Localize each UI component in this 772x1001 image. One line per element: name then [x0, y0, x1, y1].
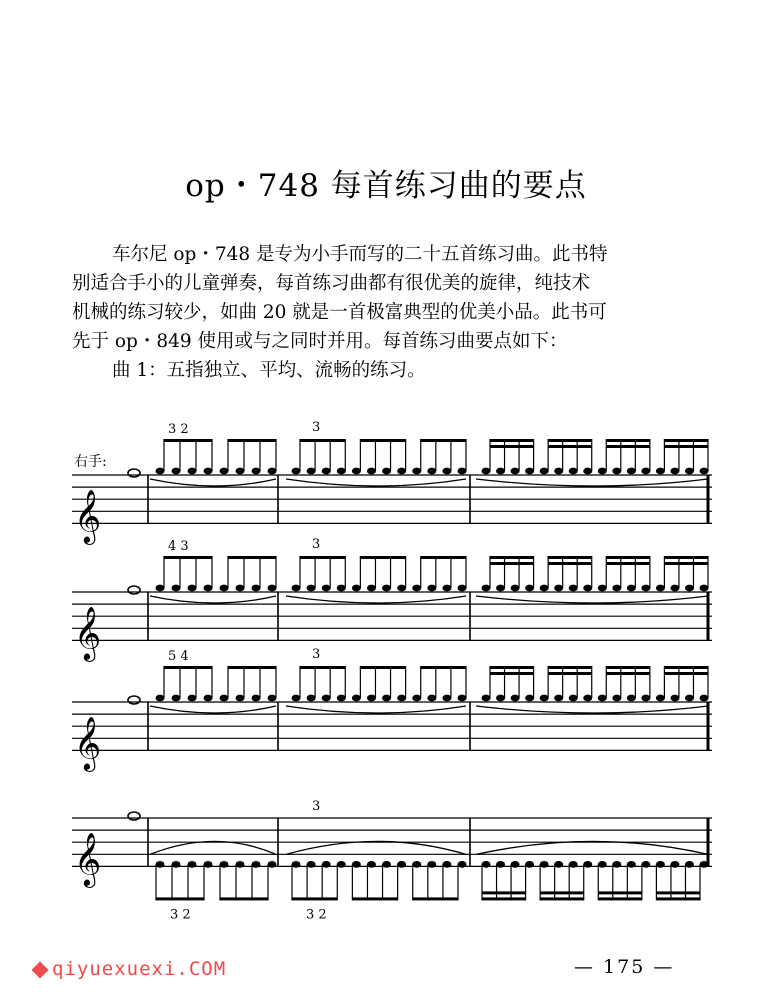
- note-head: [322, 861, 331, 868]
- note-beam: [421, 556, 466, 559]
- note-head: [612, 695, 621, 702]
- intro-paragraph: [72, 240, 692, 385]
- note-head: [268, 861, 277, 868]
- note-beam: [606, 445, 650, 448]
- note-head: [569, 585, 578, 592]
- fingering-number: 3 2: [306, 907, 327, 920]
- slur: [286, 706, 466, 713]
- note-beam: [220, 897, 268, 900]
- note-head: [322, 585, 331, 592]
- note-head: [307, 585, 316, 592]
- note-head: [511, 468, 520, 475]
- note-beam: [352, 897, 397, 900]
- note-head: [156, 695, 165, 702]
- note-head: [367, 585, 376, 592]
- note-head: [382, 861, 391, 868]
- note-head: [569, 468, 578, 475]
- note-head: [442, 468, 451, 475]
- note-head: [268, 695, 277, 702]
- fingering-number: 3 2: [170, 907, 191, 920]
- note-head: [172, 861, 181, 868]
- note-head: [427, 861, 436, 868]
- note-beam: [606, 562, 650, 565]
- note-head: [292, 695, 301, 702]
- note-beam: [490, 439, 534, 442]
- note-head: [525, 468, 534, 475]
- note-head: [525, 861, 534, 868]
- note-head: [188, 695, 197, 702]
- note-head: [554, 695, 563, 702]
- note-head: [268, 468, 277, 475]
- note-head: [292, 468, 301, 475]
- treble-clef-icon: 𝄞: [74, 831, 102, 886]
- note-head: [511, 861, 520, 868]
- note-head: [382, 695, 391, 702]
- note-head: [236, 695, 245, 702]
- note-head: [352, 468, 361, 475]
- note-beam: [360, 666, 405, 669]
- note-head: [352, 695, 361, 702]
- note-head: [525, 585, 534, 592]
- note-head: [292, 585, 301, 592]
- note-head: [268, 585, 277, 592]
- note-beam: [664, 445, 708, 448]
- note-head: [641, 861, 650, 868]
- note-beam: [300, 439, 345, 442]
- note-head: [482, 468, 491, 475]
- note-head: [337, 695, 346, 702]
- note-beam: [664, 556, 708, 559]
- music-score: [0, 420, 772, 920]
- note-head: [156, 468, 165, 475]
- note-head: [627, 468, 636, 475]
- note-head: [412, 695, 421, 702]
- note-head: [627, 861, 636, 868]
- note-beam: [664, 666, 708, 669]
- right-hand-label: 右手:: [74, 454, 107, 470]
- note-beam: [490, 672, 534, 675]
- note-head: [322, 468, 331, 475]
- note-head: [337, 861, 346, 868]
- note-head: [670, 585, 679, 592]
- paragraph-line: 先于 op・849 使用或与之同时并用。每首练习曲要点如下：: [72, 331, 568, 352]
- note-head: [598, 585, 607, 592]
- treble-clef-icon: 𝄞: [74, 605, 102, 660]
- triplet-mark: 3: [312, 647, 321, 662]
- note-head: [427, 468, 436, 475]
- note-beam: [490, 666, 534, 669]
- note-head: [685, 861, 694, 868]
- note-head: [337, 468, 346, 475]
- note-head: [204, 861, 213, 868]
- paragraph-line: 别适合手小的儿童弹奏，每首练习曲都有很优美的旋律，纯技术: [72, 273, 591, 294]
- note-head: [583, 695, 592, 702]
- note-head: [427, 695, 436, 702]
- note-beam: [656, 891, 700, 894]
- note-head: [442, 861, 451, 868]
- note-head: [367, 468, 376, 475]
- note-head: [641, 468, 650, 475]
- note-beam: [540, 897, 584, 900]
- watermark-text: qiyuexuexi.COM: [52, 958, 227, 980]
- note-beam: [548, 556, 592, 559]
- note-beam: [292, 897, 337, 900]
- note-beam: [548, 666, 592, 669]
- note-head: [656, 585, 665, 592]
- note-beam: [548, 672, 592, 675]
- note-beam: [360, 439, 405, 442]
- note-head: [482, 585, 491, 592]
- triplet-mark: 3: [312, 799, 321, 814]
- note-head: [540, 585, 549, 592]
- note-head: [156, 861, 165, 868]
- note-head: [412, 861, 421, 868]
- treble-clef-icon: 𝄞: [74, 488, 102, 543]
- etude-1-description: 曲 1：五指独立、平均、流畅的练习。: [112, 360, 426, 381]
- whole-note: [128, 696, 140, 704]
- note-head: [627, 585, 636, 592]
- slur: [150, 841, 276, 854]
- slur: [286, 596, 466, 603]
- note-head: [252, 861, 261, 868]
- note-head: [612, 585, 621, 592]
- whole-note: [128, 586, 140, 594]
- note-beam: [606, 666, 650, 669]
- note-head: [307, 861, 316, 868]
- note-beam: [482, 897, 526, 900]
- note-head: [172, 468, 181, 475]
- note-beam: [490, 445, 534, 448]
- triplet-mark: 3: [312, 420, 321, 435]
- slur: [150, 596, 276, 603]
- note-head: [554, 468, 563, 475]
- note-head: [670, 695, 679, 702]
- note-beam: [548, 445, 592, 448]
- note-head: [627, 695, 636, 702]
- note-head: [482, 861, 491, 868]
- note-beam: [664, 439, 708, 442]
- slur: [286, 841, 466, 854]
- note-head: [583, 861, 592, 868]
- note-head: [442, 585, 451, 592]
- note-head: [700, 695, 709, 702]
- note-head: [554, 861, 563, 868]
- note-head: [367, 861, 376, 868]
- note-head: [670, 861, 679, 868]
- site-watermark: [34, 958, 226, 980]
- slur: [150, 479, 276, 486]
- note-head: [700, 468, 709, 475]
- note-head: [612, 861, 621, 868]
- note-beam: [598, 891, 642, 894]
- page-number: — 175 —: [574, 956, 675, 978]
- whole-note: [128, 469, 140, 477]
- note-head: [496, 861, 505, 868]
- note-head: [252, 468, 261, 475]
- note-beam: [421, 439, 466, 442]
- note-beam: [490, 562, 534, 565]
- note-head: [442, 695, 451, 702]
- whole-note: [128, 812, 140, 820]
- note-head: [554, 585, 563, 592]
- note-head: [412, 468, 421, 475]
- note-head: [612, 468, 621, 475]
- slur: [150, 706, 276, 713]
- note-head: [188, 468, 197, 475]
- triplet-mark: 3: [312, 537, 321, 552]
- note-head: [598, 861, 607, 868]
- watermark-logo-icon: [32, 961, 49, 978]
- note-head: [511, 695, 520, 702]
- note-head: [496, 585, 505, 592]
- note-head: [307, 468, 316, 475]
- music-score-svg: [0, 420, 772, 920]
- note-beam: [482, 891, 526, 894]
- note-head: [656, 861, 665, 868]
- note-head: [540, 695, 549, 702]
- note-beam: [598, 897, 642, 900]
- fingering-number: 5 4: [168, 649, 189, 664]
- note-head: [482, 695, 491, 702]
- note-head: [525, 695, 534, 702]
- slur: [476, 706, 708, 713]
- note-beam: [656, 897, 700, 900]
- note-beam: [548, 562, 592, 565]
- fingering-number: 3 2: [168, 422, 189, 437]
- note-head: [670, 468, 679, 475]
- note-head: [292, 861, 301, 868]
- note-head: [427, 585, 436, 592]
- note-head: [337, 585, 346, 592]
- note-head: [412, 585, 421, 592]
- note-head: [540, 468, 549, 475]
- note-head: [156, 585, 165, 592]
- note-head: [352, 861, 361, 868]
- note-head: [540, 861, 549, 868]
- note-head: [367, 695, 376, 702]
- slur: [476, 479, 708, 486]
- note-head: [656, 468, 665, 475]
- note-beam: [228, 556, 276, 559]
- note-head: [641, 695, 650, 702]
- note-head: [307, 695, 316, 702]
- note-head: [685, 468, 694, 475]
- note-head: [252, 695, 261, 702]
- note-beam: [228, 666, 276, 669]
- note-head: [172, 585, 181, 592]
- note-beam: [228, 439, 276, 442]
- note-head: [685, 695, 694, 702]
- page-title: op・748 每首练习曲的要点: [185, 168, 587, 204]
- note-head: [397, 585, 406, 592]
- note-head: [397, 861, 406, 868]
- note-head: [569, 861, 578, 868]
- note-head: [204, 695, 213, 702]
- note-beam: [606, 672, 650, 675]
- note-head: [700, 861, 709, 868]
- note-head: [458, 585, 467, 592]
- note-beam: [360, 556, 405, 559]
- note-head: [236, 468, 245, 475]
- slur: [286, 479, 466, 486]
- note-beam: [664, 562, 708, 565]
- note-beam: [164, 666, 212, 669]
- note-head: [236, 585, 245, 592]
- note-beam: [664, 672, 708, 675]
- paragraph-line: 机械的练习较少，如曲 20 就是一首极富典型的优美小品。此书可: [72, 302, 607, 323]
- note-head: [188, 861, 197, 868]
- note-head: [496, 695, 505, 702]
- note-head: [252, 585, 261, 592]
- note-head: [220, 585, 229, 592]
- note-head: [172, 695, 181, 702]
- treble-clef-icon: 𝄞: [74, 715, 102, 770]
- note-beam: [300, 666, 345, 669]
- note-head: [204, 468, 213, 475]
- note-head: [204, 585, 213, 592]
- note-head: [458, 695, 467, 702]
- note-beam: [156, 897, 204, 900]
- note-head: [352, 585, 361, 592]
- note-head: [569, 695, 578, 702]
- note-head: [220, 861, 229, 868]
- note-beam: [548, 439, 592, 442]
- slur: [476, 596, 708, 603]
- note-head: [641, 585, 650, 592]
- note-beam: [300, 556, 345, 559]
- note-beam: [606, 556, 650, 559]
- note-head: [598, 695, 607, 702]
- note-beam: [540, 891, 584, 894]
- note-head: [188, 585, 197, 592]
- note-head: [583, 585, 592, 592]
- note-beam: [421, 666, 466, 669]
- note-head: [700, 585, 709, 592]
- slur: [476, 841, 708, 854]
- note-head: [382, 585, 391, 592]
- paragraph-line: 车尔尼 op・748 是专为小手而写的二十五首练习曲。此书特: [112, 244, 608, 265]
- note-head: [685, 585, 694, 592]
- note-head: [511, 585, 520, 592]
- note-head: [397, 468, 406, 475]
- note-head: [236, 861, 245, 868]
- note-head: [382, 468, 391, 475]
- note-head: [458, 468, 467, 475]
- note-beam: [490, 556, 534, 559]
- fingering-number: 4 3: [168, 539, 189, 554]
- note-head: [598, 468, 607, 475]
- note-head: [220, 468, 229, 475]
- note-head: [583, 468, 592, 475]
- note-head: [496, 468, 505, 475]
- note-beam: [164, 439, 212, 442]
- note-beam: [413, 897, 458, 900]
- note-head: [220, 695, 229, 702]
- note-head: [322, 695, 331, 702]
- note-head: [397, 695, 406, 702]
- note-beam: [606, 439, 650, 442]
- note-head: [656, 695, 665, 702]
- note-head: [458, 861, 467, 868]
- note-beam: [164, 556, 212, 559]
